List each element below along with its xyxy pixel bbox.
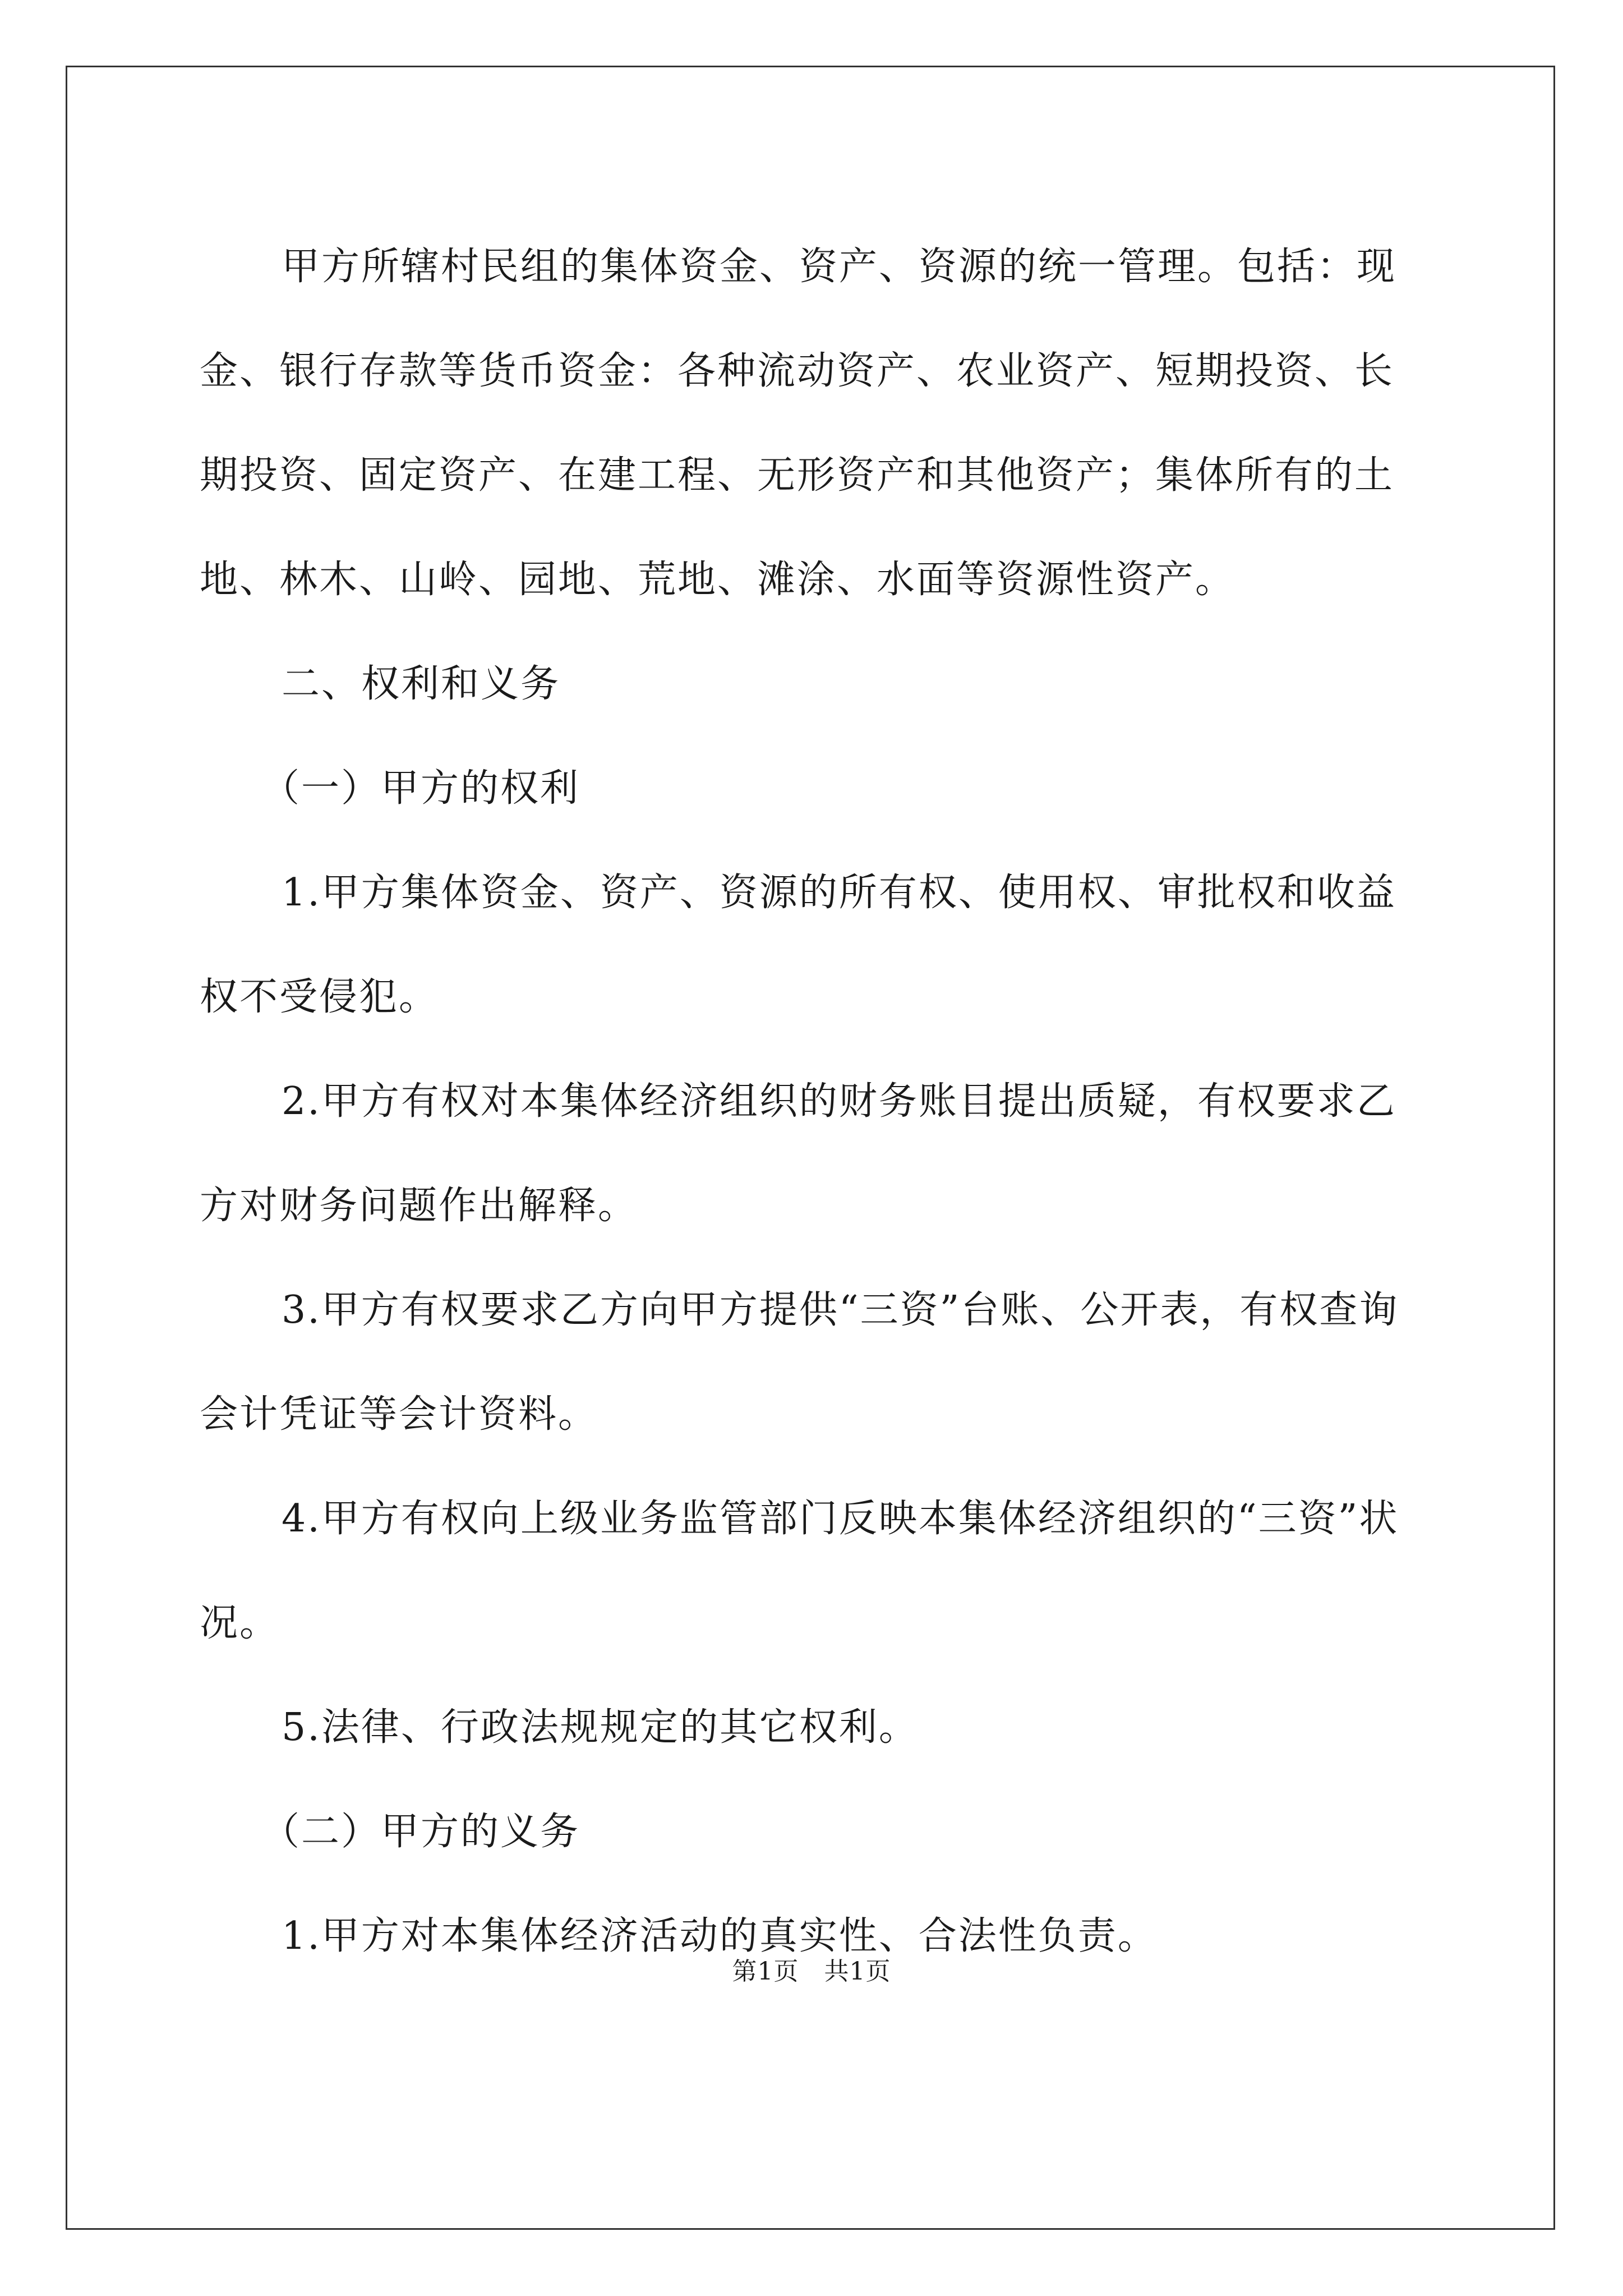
document-body <box>200 215 1430 1989</box>
list-item: 4.甲方有权向上级业务监管部门反映本集体经济组织的“三资”状况。 <box>200 1497 1399 1645</box>
list-item: 1.甲方对本集体经济活动的真实性、合法性负责。 <box>282 1914 1158 1958</box>
page-number: 第1页 共1页 <box>732 1957 891 1986</box>
section-heading: 二、权利和义务 <box>282 662 561 706</box>
subsection-heading: （二）甲方的义务 <box>261 1810 580 1854</box>
paragraph: 甲方所辖村民组的集体资金、资产、资源的统一管理。包括：现金、银行存款等货币资金：各种流动资产、农业资产、短期投资、长期投资、固定资产、在建工程、无形资产和其他资产；集体所有的土地、林木、山岭、园地、荒地、滩涂、水面等资源性资产。 <box>200 245 1397 602</box>
subsection-heading: （一）甲方的权利 <box>261 766 580 811</box>
list-item: 5.法律、行政法规规定的其它权利。 <box>282 1705 919 1750</box>
list-item: 1.甲方集体资金、资产、资源的所有权、使用权、审批权和收益权不受侵犯。 <box>200 871 1396 1019</box>
list-item: 2.甲方有权对本集体经济组织的财务账目提出质疑，有权要求乙方对财务问题作出解释。 <box>200 1079 1396 1228</box>
list-item: 3.甲方有权要求乙方向甲方提供“三资”台账、公开表，有权查询会计凭证等会计资料。 <box>200 1288 1399 1437</box>
